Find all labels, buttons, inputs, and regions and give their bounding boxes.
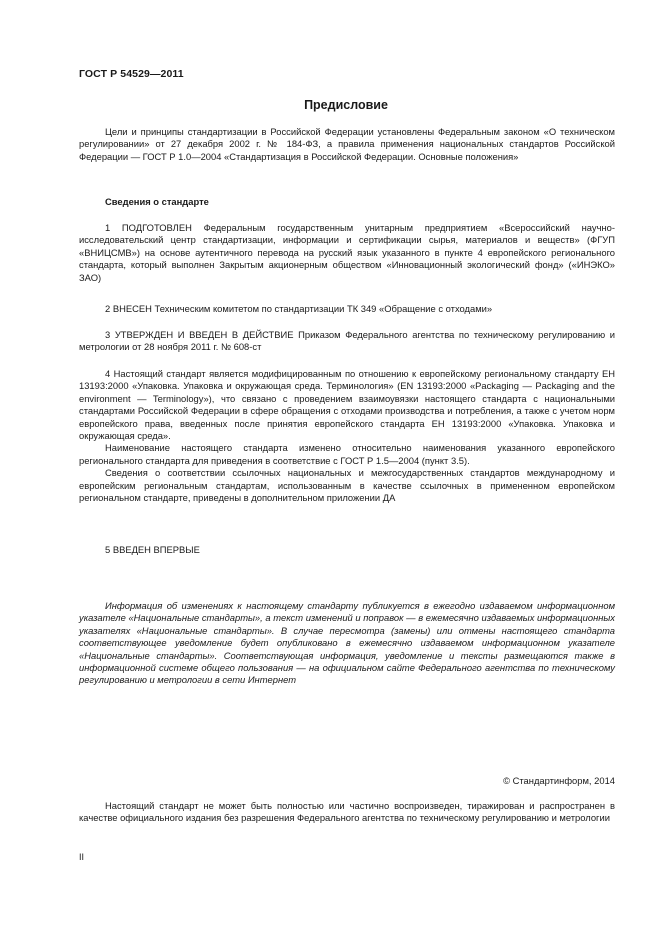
item-4-references-paragraph: Сведения о соответствии ссылочных национальных и межгосударственных стандартов международному и европейским региональным стандартам, использованным в качестве ссылочных в примененном европейском региональном стандарте, приведены в дополнительном приложении ДА (79, 467, 615, 504)
item-1-paragraph: 1 ПОДГОТОВЛЕН Федеральным государственным унитарным предприятием «Всероссийский научно-исследовательский центр стандартизации, информации и сертификации сырья, материалов и веществ» (ФГУП «ВНИЦСМВ») на основе аутентичного перевода на русский язык указанного в пункте 4 европейского регионального стандарта, который выполнен Закрытым акционерным обществом «Инновационный экологический фонд» («ИНЭКО» ЗАО) (79, 222, 615, 283)
page-number: II (79, 852, 85, 862)
standard-code: ГОСТ Р 54529—2011 (79, 68, 184, 80)
copyright-line: © Стандартинформ, 2014 (503, 775, 615, 786)
item-4-paragraph: 4 Настоящий стандарт является модифицированным по отношению к европейскому региональному стандарту ЕН 13193:2000 «Упаковка. Упаковка и окружающая среда. Терминология» (EN 13193:2000 «Packaging — Packaging and the environment — Terminology»), что связано с проведением взаимоувязки настоящего стандарта с национальными стандартами Российской Федерации в сфере обращения с отходами производства и потребления, а также с учетом норм европейского права, введенных после принятия европейского стандарта ЕН 13193:2000 «Упаковка. Упаковка и окружающая среда». (79, 368, 615, 442)
reproduction-paragraph: Настоящий стандарт не может быть полностью или частично воспроизведен, тиражирован и распространен в качестве официального издания без разрешения Федерального агентства по техническому регулированию и метрологии (79, 800, 615, 824)
item-3 (79, 329, 615, 354)
page-title: Предисловие (304, 98, 388, 112)
about-heading: Сведения о стандарте (105, 196, 209, 207)
item-5 (79, 544, 615, 556)
about-heading-section (79, 196, 615, 208)
item-4-rename-paragraph: Наименование настоящего стандарта изменено относительно наименования указанного европейского регионального стандарта для приведения в соответствие с ГОСТ Р 1.5—2004 (пункт 3.5). (79, 442, 615, 466)
change-notice (79, 600, 615, 687)
intro-paragraph: Цели и принципы стандартизации в Российской Федерации установлены Федеральным законом «О техническом регулировании» от 27 декабря 2002 г. № 184-ФЗ, а правила применения национальных стандартов Российской Федерации — ГОСТ Р 1.0—2004 «Стандартизация в Российской Федерации. Основные положения» (79, 126, 615, 162)
reproduction-notice (79, 800, 615, 825)
intro-section (79, 126, 615, 163)
item-5-paragraph: 5 ВВЕДЕН ВПЕРВЫЕ (105, 544, 200, 555)
item-2 (79, 303, 615, 315)
item-4 (79, 368, 615, 504)
item-2-paragraph: 2 ВНЕСЕН Техническим комитетом по стандартизации ТК 349 «Обращение с отходами» (105, 303, 493, 314)
change-notice-paragraph: Информация об изменениях к настоящему стандарту публикуется в ежегодно издаваемом информационном указателе «Национальные стандарты», а текст изменений и поправок — в ежемесячно издаваемых информационных указателях «Национальные стандарты». В случае пересмотра (замены) или отмены настоящего стандарта соответствующее уведомление будет опубликовано в ежемесячно издаваемом информационном указателе «Национальные стандарты». Соответствующая информация, уведомление и тексты размещаются также в информационной системе общего пользования — на официальном сайте Федерального агентства по техническому регулированию и метрологии в сети Интернет (79, 600, 615, 686)
item-3-paragraph: 3 УТВЕРЖДЕН И ВВЕДЕН В ДЕЙСТВИЕ Приказом Федерального агентства по техническому регулированию и метрологии от 28 ноября 2011 г. № 608-ст (79, 329, 615, 353)
item-1 (79, 222, 615, 284)
